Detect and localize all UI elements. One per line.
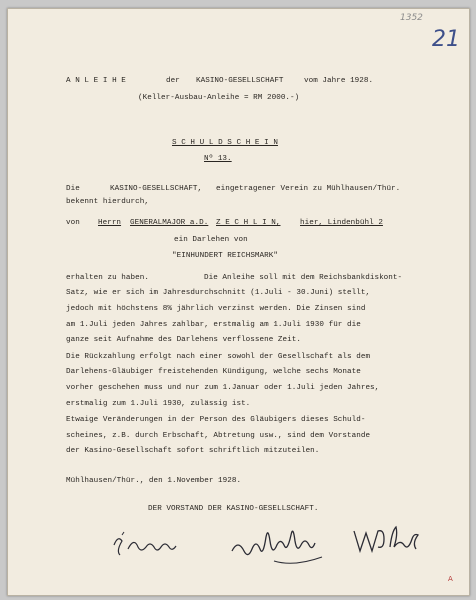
loan-amount: "EINHUNDERT REICHSMARK" (172, 252, 278, 260)
creditor-rank: GENERALMAJOR a.D. (130, 219, 209, 227)
body-line-11: Die Rückzahlung erfolgt nach einer sowohl der Gesellschaft als dem (66, 353, 371, 361)
board-signature-line: DER VORSTAND DER KASINO-GESELLSCHAFT. (148, 505, 319, 513)
signature-2 (224, 521, 334, 569)
body-line-1-b: KASINO-GESELLSCHAFT, (110, 185, 203, 193)
body-line-3-a: von (66, 219, 80, 227)
header-title-org: KASINO-GESELLSCHAFT (196, 77, 284, 85)
header-subtitle: (Keller-Ausbau-Anleihe = RM 2000.-) (138, 94, 300, 102)
signature-3 (348, 517, 438, 565)
header-title-der: der (166, 77, 180, 85)
body-line-12: Darlehens-Gläubiger freistehenden Kündigung, welche sechs Monate (66, 368, 361, 376)
creditor-name: Z E C H L I N, (216, 219, 281, 227)
body-line-8: jedoch mit höchstens 8% jährlich verzinst werden. Die Zinsen sind (66, 305, 366, 313)
body-line-15: Etwaige Veränderungen in der Person des Gläubigers dieses Schuld- (66, 416, 366, 424)
document-sheet (7, 8, 470, 596)
place-date: Mühlhausen/Thür., den 1.November 1928. (66, 477, 242, 485)
body-line-10: ganze seit Aufnahme des Darlehens verflossene Zeit. (66, 336, 301, 344)
body-line-16: scheines, z.B. durch Erbschaft, Abtretung usw., sind dem Vorstande (66, 432, 371, 440)
archive-page-number: 21 (432, 27, 460, 52)
archive-pencil-number: 1352 (400, 13, 423, 23)
archive-corner-mark: A (448, 575, 453, 583)
body-line-17: der Kasino-Gesellschaft sofort schriftlich mitzuteilen. (66, 447, 320, 455)
document-number: Nº 13. (204, 155, 232, 163)
body-line-14: erstmalig zum 1.Juli 1930, zulässig ist. (66, 400, 251, 408)
header-title-year: vom Jahre 1928. (304, 77, 374, 85)
header-title-prefix: A N L E I H E (66, 77, 126, 85)
body-line-6-a: erhalten zu haben. (66, 274, 149, 282)
body-line-7: Satz, wie er sich im Jahresdurchschnitt (1.Juli - 30.Juni) stellt, (66, 289, 371, 297)
body-line-4: ein Darlehen von (174, 236, 248, 244)
body-line-1-a: Die (66, 185, 80, 193)
body-line-2: bekennt hierdurch, (66, 198, 149, 206)
document-heading: S C H U L D S C H E I N (172, 139, 278, 147)
body-line-6-b: Die Anleihe soll mit dem Reichsbankdiskont- (204, 274, 403, 282)
creditor-address: hier, Lindenbühl 2 (300, 219, 383, 227)
body-line-1-c: eingetragener Verein zu Mühlhausen/Thür. (216, 185, 401, 193)
signature-1 (104, 527, 194, 567)
body-line-13: vorher geschehen muss und nur zum 1.Januar oder 1.Juli jeden Jahres, (66, 384, 380, 392)
creditor-title: Herrn (98, 219, 122, 227)
body-line-9: am 1.Juli jeden Jahres zahlbar, erstmalig am 1.Juli 1930 für die (66, 321, 361, 329)
